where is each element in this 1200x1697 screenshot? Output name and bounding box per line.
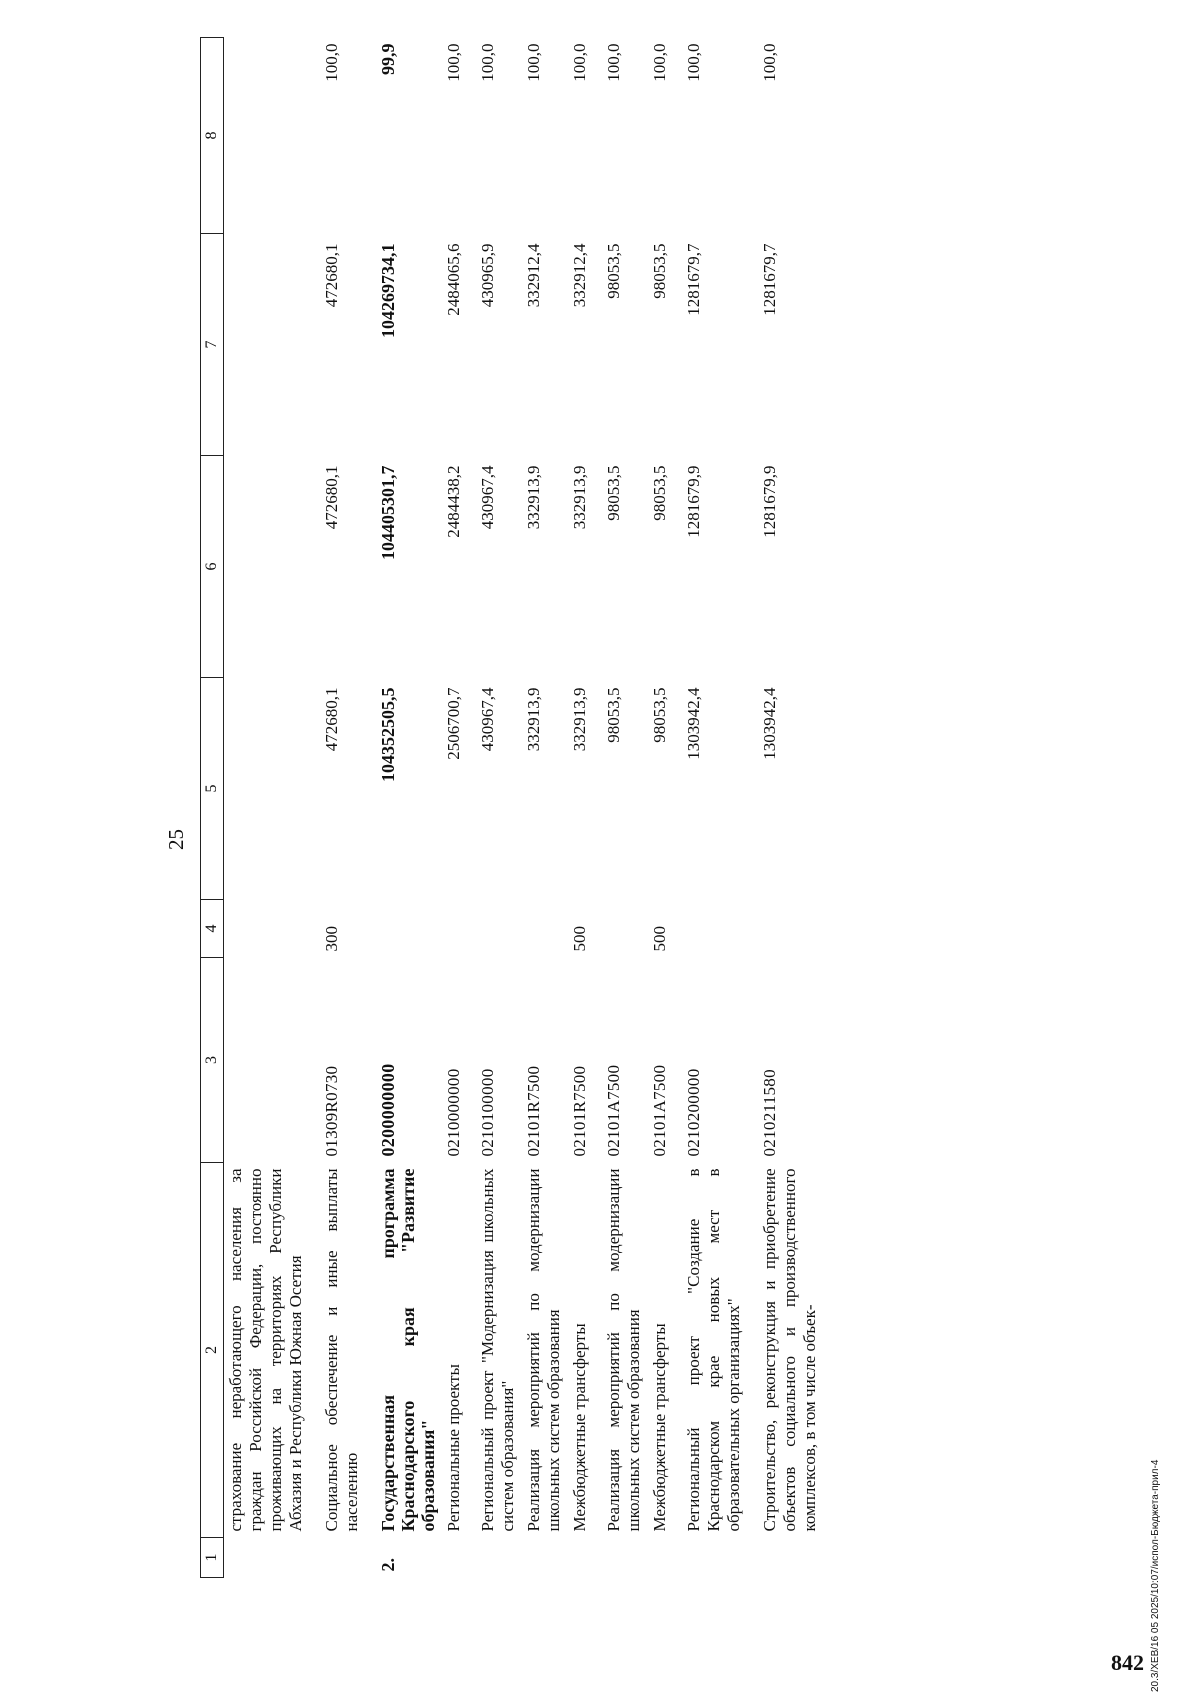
row-value-8: 100,0 [760, 43, 779, 82]
row-value-7: 2484065,6 [444, 243, 463, 316]
row-value-6 [224, 456, 321, 678]
row-value-8: 99,9 [378, 43, 398, 75]
row-value-6: 472680,1 [322, 465, 341, 530]
row-name: Межбюджетные трансферты [650, 1323, 669, 1532]
row-value-6: 104405301,7 [378, 465, 398, 560]
row-value-5: 1303942,4 [684, 687, 703, 760]
header-col-5: 5 [201, 678, 224, 900]
row-type [602, 900, 648, 958]
row-value-8: 100,0 [570, 43, 589, 82]
row-value-7: 332912,4 [570, 243, 589, 308]
row-value-6: 1281679,9 [684, 465, 703, 538]
row-value-5: 430967,4 [478, 687, 497, 752]
row-type [376, 900, 442, 958]
row-num [320, 1538, 376, 1578]
row-type [758, 900, 824, 958]
row-value-7: 104269734,1 [378, 243, 398, 338]
row-num [758, 1538, 824, 1578]
row-value-5: 98053,5 [650, 687, 669, 743]
row-name: Социальное обеспечение и иные выплаты населению [322, 1168, 361, 1532]
row-value-7: 98053,5 [604, 243, 623, 299]
row-code: 02101R7500 [570, 1065, 589, 1157]
row-value-5: 98053,5 [604, 687, 623, 743]
row-type [522, 900, 568, 958]
row-value-6: 98053,5 [604, 465, 623, 521]
row-value-8: 100,0 [604, 43, 623, 82]
row-name: Региональные проекты [444, 1364, 463, 1532]
table-row [602, 38, 648, 1578]
row-code [224, 958, 321, 1163]
row-value-8 [224, 38, 321, 234]
row-value-6: 430967,4 [478, 465, 497, 530]
row-name: Реализация мероприятий по модернизации школьных систем образования [604, 1168, 643, 1532]
budget-table [200, 37, 824, 1578]
header-col-8: 8 [201, 38, 224, 234]
row-num [602, 1538, 648, 1578]
row-name: Региональный проект "Создание в Краснодарском крае новых мест в образовательных организациях" [684, 1168, 743, 1532]
row-value-5: 332913,9 [524, 687, 543, 752]
row-value-7: 98053,5 [650, 243, 669, 299]
table-row [648, 38, 682, 1578]
row-type: 500 [570, 926, 589, 952]
row-value-8: 100,0 [322, 43, 341, 82]
row-num [568, 1538, 602, 1578]
table-row [568, 38, 602, 1578]
row-code: 0210000000 [444, 1068, 463, 1157]
row-name: Реализация мероприятий по модернизации школьных систем образования [524, 1168, 563, 1532]
row-code: 02101A7500 [604, 1064, 623, 1157]
table-row [376, 38, 442, 1578]
table-header-row [201, 38, 224, 1578]
row-name: Региональный проект "Модернизация школьных систем образования" [478, 1168, 517, 1532]
row-value-5: 1303942,4 [760, 687, 779, 760]
table-row [758, 38, 824, 1578]
table-row [442, 38, 476, 1578]
row-value-7: 1281679,7 [684, 243, 703, 316]
header-col-4: 4 [201, 900, 224, 958]
row-value-5 [224, 678, 321, 900]
row-value-7: 332912,4 [524, 243, 543, 308]
row-value-6: 332913,9 [570, 465, 589, 530]
row-name: Межбюджетные трансферты [570, 1323, 589, 1532]
sheet-number: 842 [1111, 1650, 1144, 1675]
row-code: 0210211580 [760, 1069, 779, 1157]
row-type: 500 [650, 926, 669, 952]
header-col-2: 2 [201, 1163, 224, 1538]
row-value-8: 100,0 [524, 43, 543, 82]
header-col-6: 6 [201, 456, 224, 678]
row-name: Строительство, реконструкция и приобретение объектов социального и производственного комплексов, в том числе объек- [760, 1168, 819, 1532]
row-value-6: 2484438,2 [444, 465, 463, 538]
row-type: 300 [322, 926, 341, 952]
row-num [648, 1538, 682, 1578]
row-type [442, 900, 476, 958]
row-value-7: 1281679,7 [760, 243, 779, 316]
table-row [224, 38, 321, 1578]
row-type [476, 900, 522, 958]
header-col-3: 3 [201, 958, 224, 1163]
row-value-8: 100,0 [444, 43, 463, 82]
row-value-6: 1281679,9 [760, 465, 779, 538]
row-code: 02101R7500 [524, 1065, 543, 1157]
row-name: Государственная программа Краснодарского края "Развитие образования" [378, 1168, 438, 1532]
row-value-7: 472680,1 [322, 243, 341, 308]
row-value-6: 332913,9 [524, 465, 543, 530]
table-row [476, 38, 522, 1578]
row-name: страхование неработающего населения за граждан Российской Федерации, постоянно проживающих на территориях Республики Абхазия и Республики Южная Осетия [226, 1168, 305, 1532]
header-col-7: 7 [201, 234, 224, 456]
row-num [476, 1538, 522, 1578]
row-value-8: 100,0 [684, 43, 703, 82]
row-value-7 [224, 234, 321, 456]
row-code: 0210100000 [478, 1068, 497, 1157]
table-row [320, 38, 376, 1578]
row-code: 0200000000 [378, 1063, 398, 1157]
row-code: 02101A7500 [650, 1064, 669, 1157]
row-num [442, 1538, 476, 1578]
row-code: 0210200000 [684, 1068, 703, 1157]
row-num [522, 1538, 568, 1578]
row-value-8: 100,0 [478, 43, 497, 82]
row-num [224, 1538, 321, 1578]
row-code: 01309R0730 [322, 1065, 341, 1157]
row-value-5: 2506700,7 [444, 687, 463, 760]
row-type [682, 900, 758, 958]
row-value-8: 100,0 [650, 43, 669, 82]
row-value-6: 98053,5 [650, 465, 669, 521]
row-value-5: 332913,9 [570, 687, 589, 752]
row-num [682, 1538, 758, 1578]
row-num: 2. [378, 1558, 398, 1572]
row-value-5: 104352505,5 [378, 687, 398, 782]
table-row [682, 38, 758, 1578]
header-col-1: 1 [201, 1538, 224, 1578]
table-row [522, 38, 568, 1578]
footer-document-code: 20.3/XEB/16 05 2025/10:07/испол-Бюджета-прил-4 [1150, 1459, 1161, 1692]
page-number: 25 [164, 829, 188, 850]
row-value-7: 430965,9 [478, 243, 497, 308]
row-value-5: 472680,1 [322, 687, 341, 752]
row-type [224, 900, 321, 958]
rotated-table-area [160, 38, 1000, 1578]
